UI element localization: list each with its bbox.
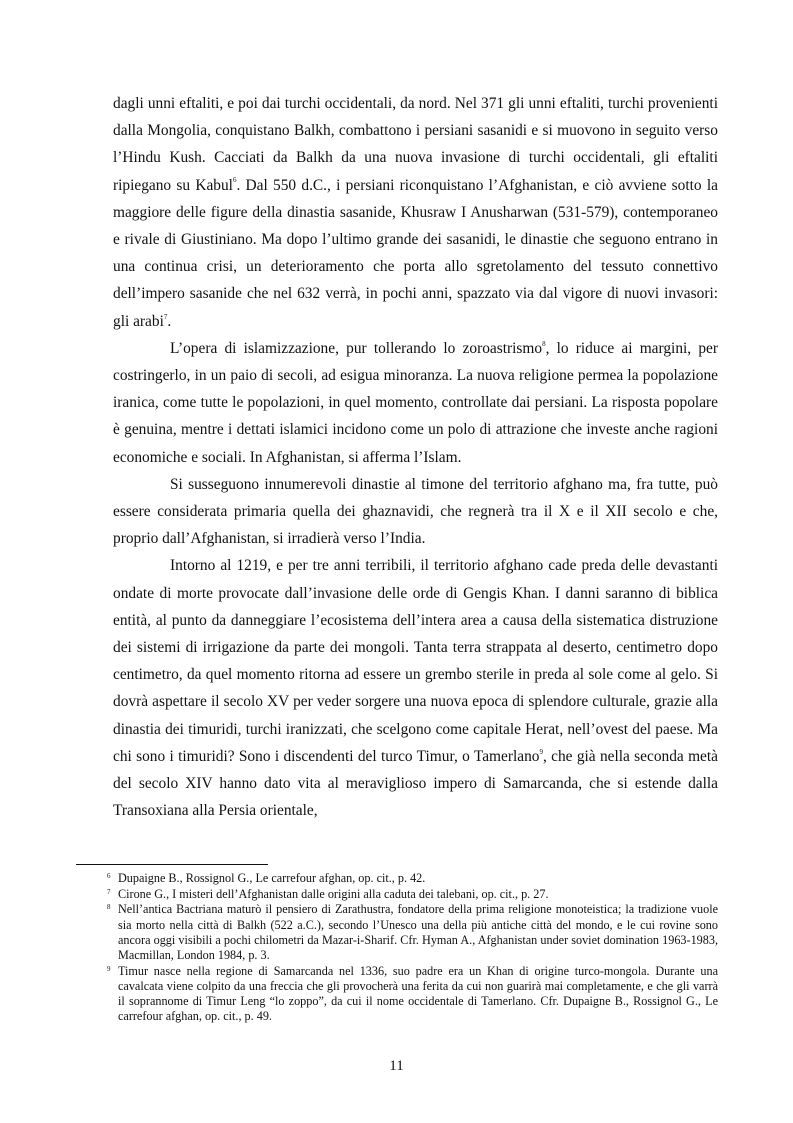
footnote-text: Nell’antica Bactriana maturò il pensiero di Zarathustra, fondatore della prima religione monoteistica; la tradizione vuole sia morto nella città di Balkh (522 a.C.), secondo l’Unesco una della più antiche città del mondo, e le cui rovine sono ancora oggi visibili a pochi chilometri da Mazar-i-Sharif. Cfr. Hyman A., Afghanistan under soviet domination 1963-1983, Macmillan, London 1984, p. 3.: [118, 902, 718, 963]
footnote-9: [107, 964, 718, 1025]
footnote-text: Dupaigne B., Rossignol G., Le carrefour afghan, op. cit., p. 42.: [118, 871, 426, 885]
paragraph-2: L’opera di islamizzazione, pur tollerando lo zoroastrismo$^8$, lo riduce ai margini, per costringerlo, in un paio di secoli, ad esigua minoranza. La nuova religione permea la popolazione iranica, come tutte le popolazioni, in quel momento, controllate dai persiani. La risposta popolare è genuina, mentre i dettati islamici incidono come un polo di attrazione che investe anche ragioni economiche e sociali. In Afghanistan, si afferma l’Islam.: [113, 339, 718, 466]
footnote-number: 8: [107, 903, 111, 912]
footnote-ref-9[interactable]: 9: [539, 747, 543, 756]
footnote-6: [107, 871, 718, 886]
footnote-number: 9: [107, 964, 111, 973]
paragraph-4: Intorno al 1219, e per tre anni terribili, il territorio afghano cade preda delle devastanti ondate di morte provocate dall’invasione delle orde di Gengis Khan. I danni saranno di biblica entità, al punto da danneggiare l’ecosistema dell’intera area a causa della sistematica distruzione dei sistemi di irrigazione da parte dei mongoli. Tanta terra strappata al deserto, centimetro dopo centimetro, da quel momento ritorna ad essere un grembo sterile in preda al sole come al gelo. Si dovrà aspettare il secolo XV per veder sorgere una nuova epoca di splendore culturale, grazie alla dinastia dei timuridi, turchi iranizzati, che scelgono come capitale Herat, nell’ovest del paese. Ma chi sono i timuridi? Sono i discendenti del turco Timur, o Tamerlano$^9$, che già nella seconda metà del secolo XIV hanno dato vita al meraviglioso impero di Samarcanda, che si estende dalla Transoxiana alla Persia orientale,: [113, 557, 718, 820]
paragraph-3: Si susseguono innumerevoli dinastie al timone del territorio afghano ma, fra tutte, può essere considerata primaria quella dei ghaznavidi, che regnerà tra il X e il XII secolo e che, proprio dall’Afghanistan, si irradierà verso l’India.: [113, 475, 718, 548]
footnote-separator: [76, 864, 268, 865]
footnote-text: Cirone G., I misteri dell’Afghanistan dalle origini alla caduta dei talebani, op. cit., p. 27.: [118, 886, 549, 901]
page-content: [113, 90, 718, 824]
paragraph-1: dagli unni eftaliti, e poi dai turchi occidentali, da nord. Nel 371 gli unni eftaliti, turchi provenienti dalla Mongolia, conquistano Balkh, combattono i persiani sasanidi e si muovono in seguito verso l’Hindu Kush. Cacciati da Balkh da una nuova invasione di turchi occidentali, gli eftaliti ripiegano su Kabul$^6$. Dal 550 d.C., i persiani riconquistano l’Afghanistan, e ciò avviene sotto la maggiore delle figure della dinastia sasanide, Khusraw I Anusharwan (531-579), contemporaneo e rivale di Giustiniano. Ma dopo l’ultimo grande dei sasanidi, le dinastie che seguono entrano in una continua crisi, un deterioramento che porta allo sgretolamento del tessuto connettivo dell’impero sasanide che nel 632 verrà, in pochi anni, spazzato via dal vigore di nuovi invasori: gli arabi$^7$.: [113, 95, 718, 330]
footnote-ref-7[interactable]: 7: [163, 312, 168, 321]
footnote-7: [107, 887, 718, 902]
footnote-ref-6[interactable]: 6: [232, 176, 237, 185]
footnote-8: [107, 902, 718, 963]
footnote-number: 7: [107, 887, 111, 896]
body-text: [113, 90, 718, 824]
footnote-number: 6: [107, 872, 111, 880]
footnotes: [107, 871, 718, 1025]
page-number: 11: [389, 1058, 404, 1074]
footnote-text: Timur nasce nella regione di Samarcanda nel 1336, suo padre era un Khan di origine turco-mongola. Durante una cavalcata viene colpito da una freccia che gli provocherà una ferita da cui non guarirà mai completamente, e che gli varrà il soprannome di Timur Leng “lo zoppo”, da cui il nome occidentale di Tamerlano. Cfr. Dupaigne B., Rossignol G., Le carrefour afghan, op. cit., p. 49.: [118, 963, 718, 1024]
footnote-ref-8[interactable]: 8: [542, 339, 546, 348]
